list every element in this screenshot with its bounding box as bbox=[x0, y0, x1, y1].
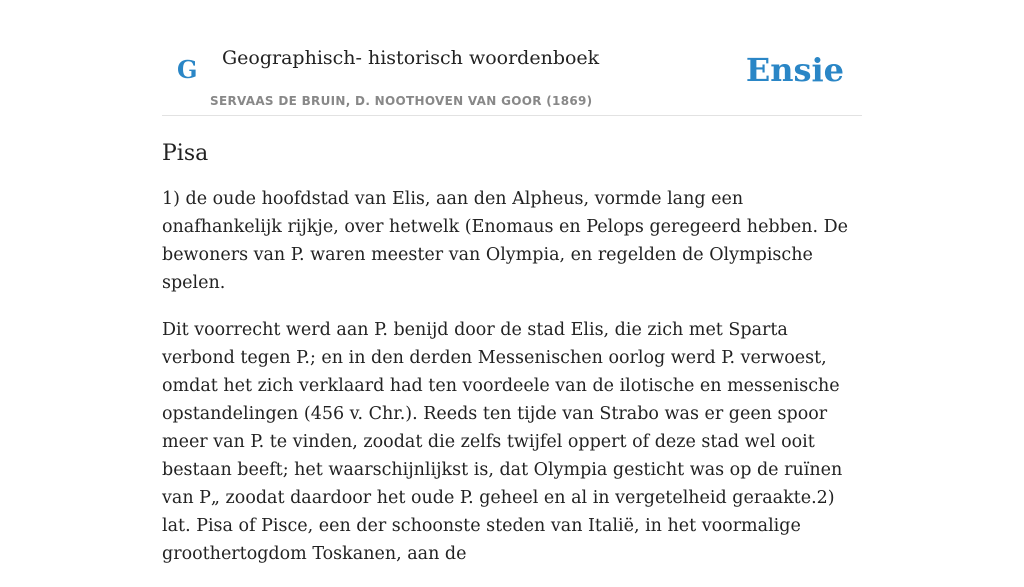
entry-paragraph-2: Dit voorrecht werd aan P. benijd door de stad Elis, die zich met Sparta verbond tegen P.; en in den derden Messenischen oorlog werd P. verwoest, omdat het zich verklaard had ten voordeele van de ilotische en messenische opstandelingen (456 v. Chr.). Reeds ten tijde van Strabo was er geen spoor meer van P. te vinden, zoodat die zelfs twijfel oppert of deze stad wel ooit bestaan beeft; het waarschijnlijkst is, dat Olympia gesticht was op de ruïnen van P„ zoodat daardoor het oude P. geheel en al in vergetelheid geraakte.2) lat. Pisa of Pisce, een der schoonste steden van Italië, in het voormalige groothertogdom Toskanen, aan de bbox=[162, 320, 843, 564]
book-logo-icon[interactable]: G bbox=[177, 55, 198, 84]
entry-title: Pisa bbox=[162, 141, 209, 166]
entry-content bbox=[162, 137, 862, 587]
book-header bbox=[162, 0, 862, 116]
ensie-logo-link[interactable]: Ensie bbox=[745, 51, 844, 89]
entry-paragraph-1: 1) de oude hoofdstad van Elis, aan den Alpheus, vormde lang een onafhankelijk rijkje, over hetwelk (Enomaus en Pelops geregeerd hebben. De bewoners van P. waren meester van Olympia, en regelden de Olympische spelen. bbox=[162, 189, 848, 293]
book-authors: SERVAAS DE BRUIN, D. NOOTHOVEN VAN GOOR (1869) bbox=[210, 94, 593, 108]
book-title-link[interactable]: Geographisch- historisch woordenboek bbox=[222, 47, 600, 69]
